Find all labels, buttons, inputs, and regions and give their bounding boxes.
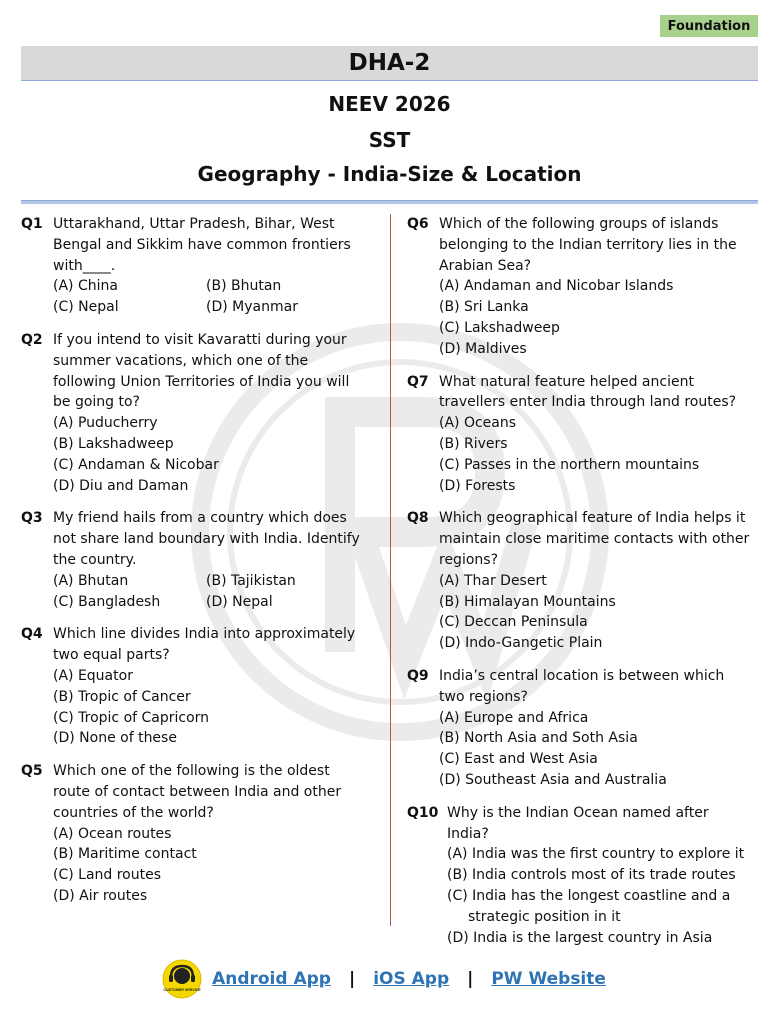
options-list: [53, 413, 366, 496]
answer-option: (D) Southeast Asia and Australia: [439, 771, 667, 788]
program-title: NEEV 2026: [328, 92, 451, 116]
question-q2: [21, 330, 366, 496]
answer-option: (B) Lakshadweep: [53, 435, 174, 452]
options-list: [439, 413, 752, 496]
topic-title: Geography - India-Size & Location: [197, 162, 582, 186]
question-body: [439, 372, 752, 497]
question-q7: [407, 372, 752, 497]
question-text: Why is the Indian Ocean named after India?: [447, 804, 709, 842]
answer-option: (A) China: [53, 278, 118, 295]
answer-option: (B) Rivers: [439, 435, 508, 452]
question-number: Q7: [407, 373, 429, 390]
answer-option: (A) Bhutan: [53, 572, 129, 589]
question-q1: [21, 214, 366, 318]
question-q3: [21, 508, 366, 612]
answer-option: (B) Himalayan Mountains: [439, 593, 616, 610]
answer-option: (D) Diu and Daman: [53, 477, 189, 494]
question-text: What natural feature helped ancient travellers enter India through land routes?: [439, 373, 737, 411]
options-list: [447, 844, 752, 948]
question-text: If you intend to visit Kavaratti during your summer vacations, which one of the following Union Territories of India you will be going to?: [53, 331, 350, 411]
options-list: [53, 666, 366, 749]
question-number: Q1: [21, 216, 43, 232]
answer-option: (C) Bangladesh: [53, 593, 161, 610]
answer-option: (A) Ocean routes: [53, 825, 172, 842]
question-q10: [407, 803, 752, 949]
test-code-bar: [21, 46, 758, 81]
answer-option: (C) Land routes: [53, 867, 162, 884]
answer-option: (B) Sri Lanka: [439, 299, 529, 316]
footer-links: [0, 958, 768, 1000]
question-text: Which line divides India into approximately two equal parts?: [53, 626, 356, 664]
answer-option: (D) Indo-Gangetic Plain: [439, 635, 603, 652]
question-body: [53, 624, 366, 749]
link-separator: |: [348, 969, 356, 989]
pw-website-link[interactable]: PW Website: [491, 969, 606, 989]
question-q5: [21, 761, 366, 907]
answer-option: (D) None of these: [53, 730, 177, 747]
answer-option: (D) Myanmar: [206, 299, 298, 316]
question-number: Q3: [21, 510, 43, 527]
question-text: Uttarakhand, Uttar Pradesh, Bihar, West Bengal and Sikkim have common frontiers with____.: [53, 216, 351, 274]
level-badge: Foundation: [660, 15, 758, 37]
options-list: [439, 276, 752, 359]
answer-option: (A) Equator: [53, 667, 133, 684]
question-number: Q5: [21, 763, 43, 780]
answer-option: (B) Maritime contact: [53, 846, 197, 863]
options-list: [439, 571, 752, 654]
answer-option: (B) Tajikistan: [206, 572, 296, 589]
link-separator: |: [467, 969, 474, 989]
customer-service-icon: [162, 959, 202, 999]
options-list: [439, 708, 752, 791]
question-q4: [21, 624, 366, 749]
question-body: [439, 508, 752, 654]
question-number: Q9: [407, 667, 429, 684]
options-list: [53, 824, 366, 907]
answer-option: (C) Tropic of Capricorn: [53, 709, 210, 726]
answer-option: (D) Air routes: [53, 887, 148, 904]
answer-option: (B) Tropic of Cancer: [53, 688, 191, 705]
answer-option: (A) Puducherry: [53, 415, 158, 432]
question-q6: [407, 214, 752, 360]
column-divider: [390, 214, 391, 926]
answer-option: (A) Andaman and Nicobar Islands: [439, 278, 674, 295]
android-app-link[interactable]: Android App: [212, 969, 331, 989]
right-question-column: [407, 214, 752, 960]
question-text: India’s central location is between which two regions?: [439, 667, 725, 705]
question-text: My friend hails from a country which does not share land boundary with India. Identify the country.: [53, 510, 360, 568]
question-text: Which one of the following is the oldest route of contact between India and other countries of the world?: [53, 763, 342, 821]
answer-option: (A) India was the first country to explore it: [447, 846, 745, 863]
question-text: Which of the following groups of islands belonging to the Indian territory lies in the Arabian Sea?: [439, 216, 737, 274]
answer-option: (A) Thar Desert: [439, 572, 547, 589]
question-number: Q2: [21, 331, 43, 348]
answer-option: (B) Bhutan: [206, 278, 282, 295]
question-number: Q4: [21, 626, 43, 643]
test-code: DHA-2: [348, 50, 431, 76]
answer-option: (B) North Asia and Soth Asia: [439, 730, 638, 747]
answer-option: (C) Deccan Peninsula: [439, 614, 588, 631]
question-body: [53, 330, 366, 496]
question-body: [53, 508, 366, 612]
left-question-column: [21, 214, 366, 919]
question-number: Q8: [407, 510, 429, 527]
answer-option: (D) Nepal: [206, 593, 273, 610]
answer-option: (D) Maldives: [439, 340, 527, 357]
options-list: [53, 276, 366, 318]
question-text: Which geographical feature of India helps it maintain close maritime contacts with other regions?: [439, 510, 750, 568]
question-q9: [407, 666, 752, 791]
question-body: [447, 803, 752, 949]
answer-option: (D) India is the largest country in Asia: [447, 929, 713, 946]
answer-option: (A) Oceans: [439, 415, 517, 432]
options-list: [53, 571, 366, 613]
question-body: [439, 666, 752, 791]
answer-option: (C) Passes in the northern mountains: [439, 456, 700, 473]
question-body: [439, 214, 752, 360]
question-q8: [407, 508, 752, 654]
answer-option: (C) East and West Asia: [439, 751, 598, 768]
answer-option: (C) Andaman & Nicobar: [53, 456, 219, 473]
svg-text:CUSTOMER SERVICE: CUSTOMER SERVICE: [163, 988, 201, 992]
header-divider: [21, 200, 758, 204]
question-body: [53, 761, 366, 907]
answer-option: (B) India controls most of its trade routes: [447, 867, 736, 884]
answer-option: (C) Nepal: [53, 299, 119, 316]
ios-app-link[interactable]: iOS App: [373, 969, 450, 989]
subject-title: SST: [368, 128, 411, 152]
question-number: Q10: [407, 804, 439, 821]
answer-option: (C) India has the longest coastline and a strategic position in it: [447, 887, 731, 925]
answer-option: (C) Lakshadweep: [439, 319, 560, 336]
answer-option: (A) Europe and Africa: [439, 709, 589, 726]
question-body: [53, 214, 366, 318]
question-number: Q6: [407, 216, 429, 232]
answer-option: (D) Forests: [439, 477, 516, 494]
